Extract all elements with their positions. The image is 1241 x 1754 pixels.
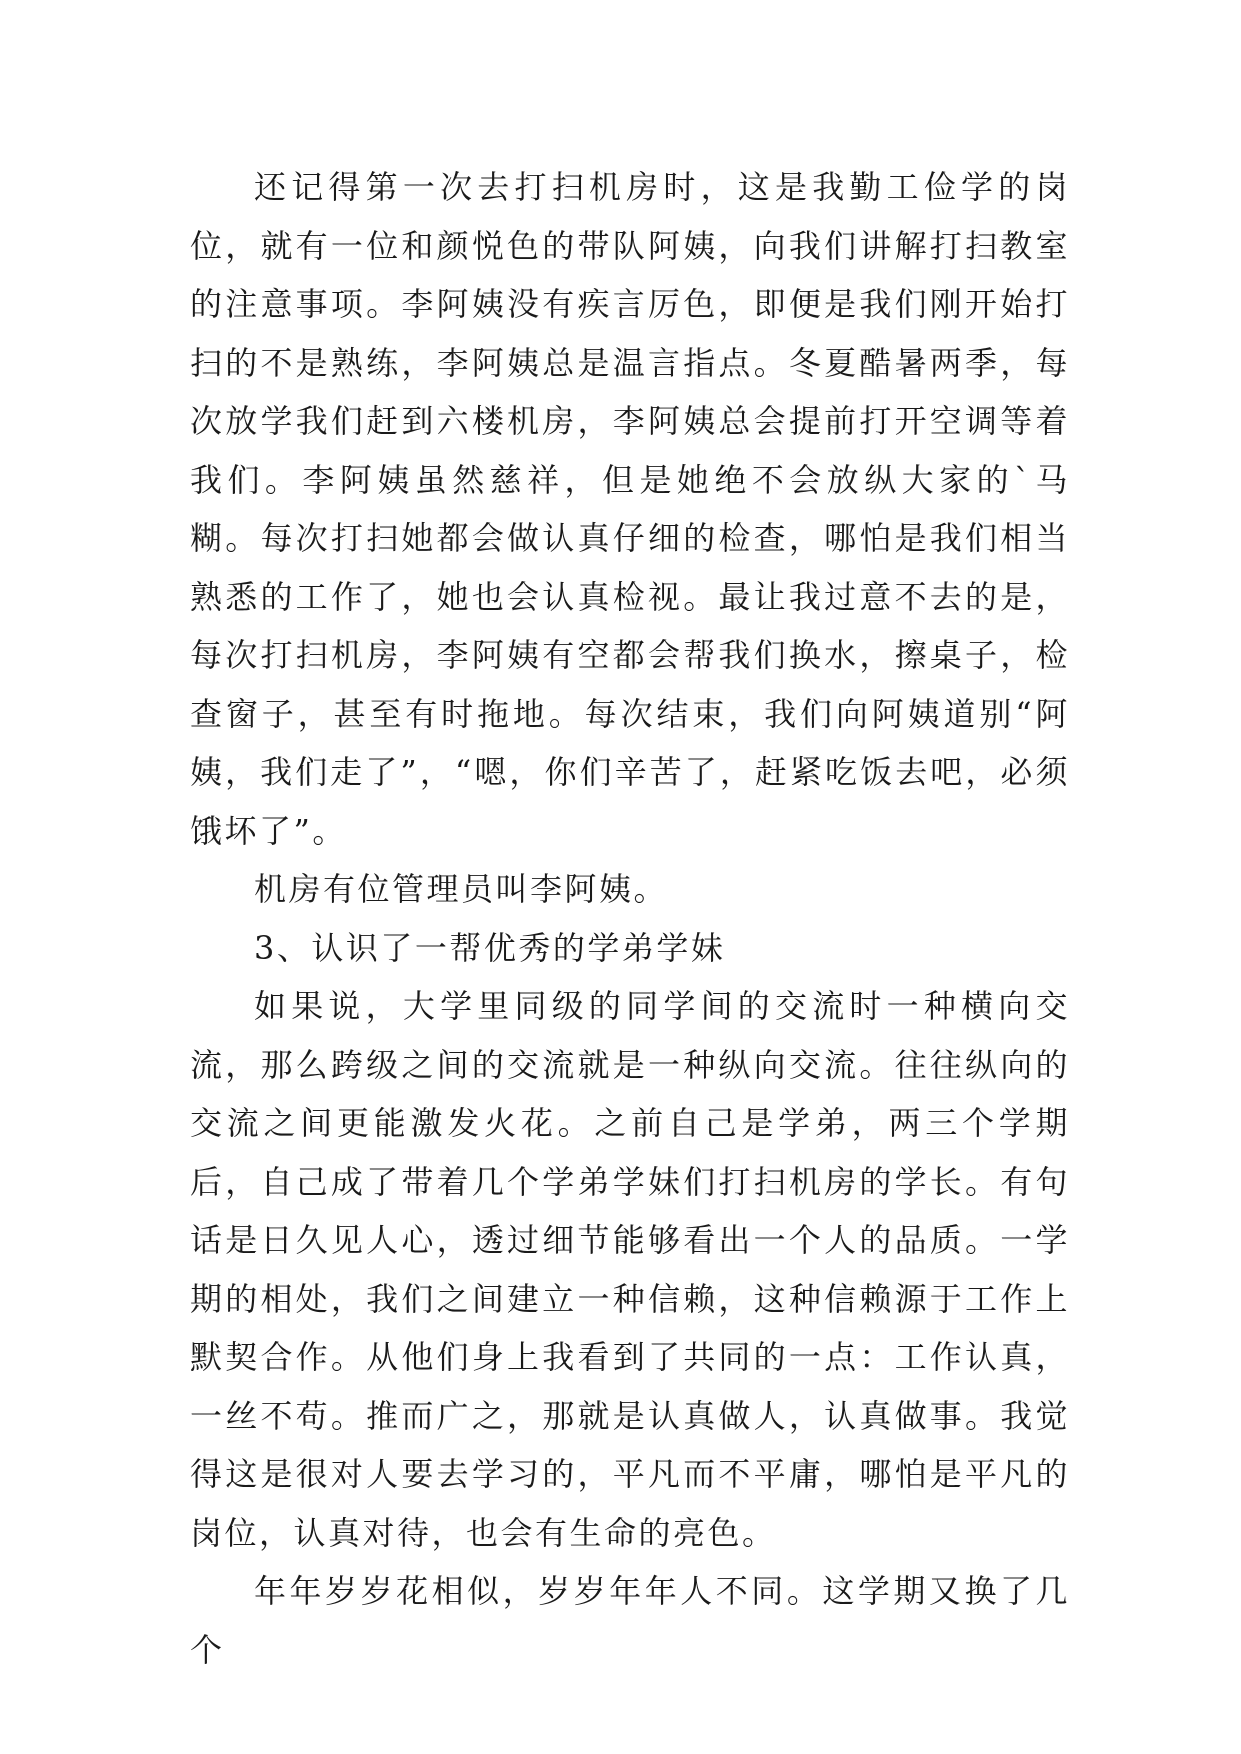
paragraph-memory-aunt-li: 还记得第一次去打扫机房时，这是我勤工俭学的岗位，就有一位和颜悦色的带队阿姨，向我们讲解打扫教室的注意事项。李阿姨没有疾言厉色，即便是我们刚开始打扫的不是熟练，李阿姨总是温言指点。冬夏酷暑两季，每次放学我们赶到六楼机房，李阿姨总会提前打开空调等着我们。李阿姨虽然慈祥，但是她绝不会放纵大家的`马糊。每次打扫她都会做认真仔细的检查，哪怕是我们相当熟悉的工作了，她也会认真检视。最让我过意不去的是，每次打扫机房，李阿姨有空都会帮我们换水，擦桌子，检查窗子，甚至有时拖地。每次结束，我们向阿姨道别“阿姨，我们走了”，“嗯，你们辛苦了，赶紧吃饭去吧，必须饿坏了”。 <box>190 168 1070 850</box>
paragraph-juniors: 如果说，大学里同级的同学间的交流时一种横向交流，那么跨级之间的交流就是一种纵向交流。往往纵向的交流之间更能激发火花。之前自己是学弟，两三个学期后，自己成了带着几个学弟学妹们打扫机房的学长。有句话是日久见人心，透过细节能够看出一个人的品质。一学期的相处，我们之间建立一种信赖，这种信赖源于工作上默契合作。从他们身上我看到了共同的一点：工作认真，一丝不苟。推而广之，那就是认真做人，认真做事。我觉得这是很对人要去学习的，平凡而不平庸，哪怕是平凡的岗位，认真对待，也会有生命的亮色。 <box>190 987 1070 1552</box>
section-heading-3: 3、认识了一帮优秀的学弟学妹 <box>254 928 726 967</box>
paragraph-summary-aunt-li: 机房有位管理员叫李阿姨。 <box>254 870 669 908</box>
paragraph-years: 年年岁岁花相似，岁岁年年人不同。这学期又换了几个 <box>190 1572 1070 1669</box>
document-body <box>190 158 1070 1679</box>
